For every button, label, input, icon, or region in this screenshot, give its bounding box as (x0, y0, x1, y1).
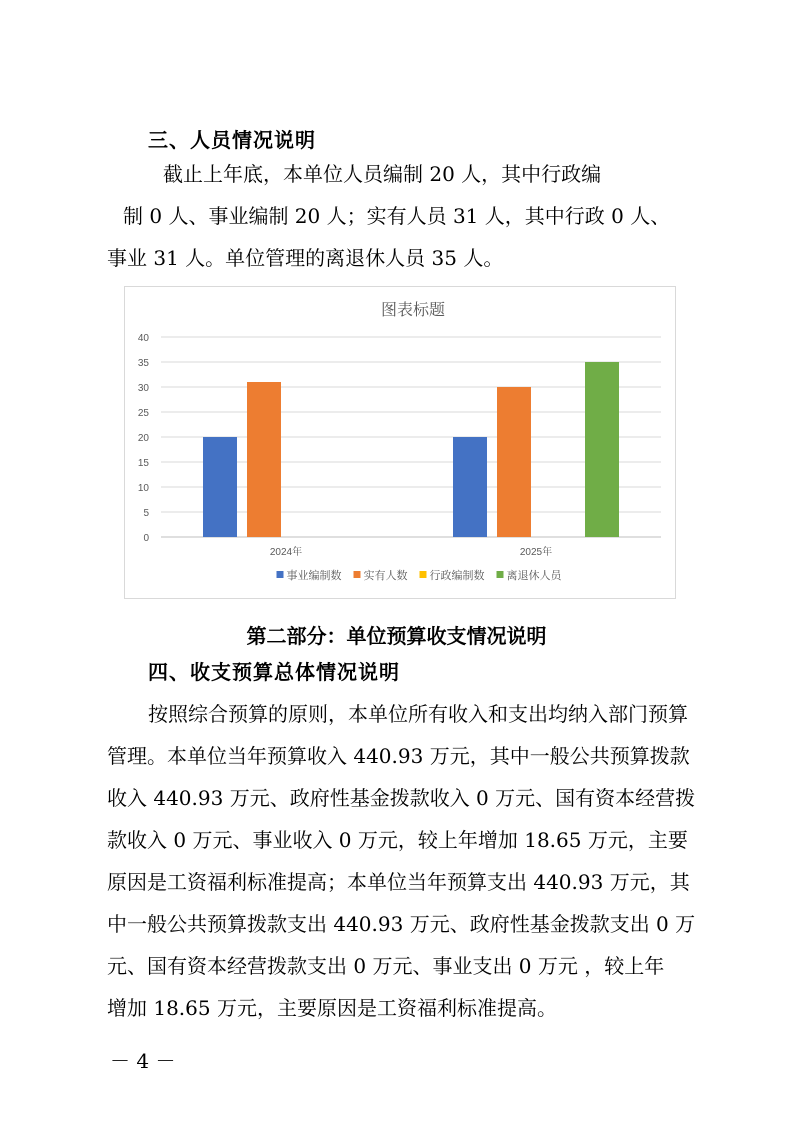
bar-实有人数-2024年 (247, 382, 281, 537)
y-tick-label: 5 (143, 508, 149, 519)
x-tick-label: 2025年 (519, 547, 553, 558)
chart-title: 图表标题 (380, 302, 446, 319)
page-number: － 4 － (110, 1049, 176, 1073)
paragraph-line: 制 0 人、事业编制 20 人；实有人员 31 人，其中行政 0 人、 (123, 204, 671, 228)
legend-swatch (420, 571, 427, 578)
y-tick-label: 0 (143, 533, 149, 544)
bar-事业编制数-2025年 (453, 437, 487, 537)
paragraph-line: 款收入 0 万元、事业收入 0 万元，较上年增加 18.65 万元，主要 (107, 828, 688, 852)
part2-title: 第二部分：单位预算收支情况说明 (246, 624, 547, 648)
legend-swatch (497, 571, 504, 578)
y-tick-label: 40 (137, 333, 149, 344)
y-tick-label: 35 (137, 358, 149, 369)
legend-label: 行政编制数 (429, 570, 485, 582)
paragraph-line: 截止上年底，本单位人员编制 20 人，其中行政编 (163, 162, 602, 186)
bar-离退休人员-2025年 (585, 362, 619, 537)
paragraph-line: 事业 31 人。单位管理的离退休人员 35 人。 (107, 246, 504, 270)
legend-swatch (354, 571, 361, 578)
legend-label: 离退休人员 (506, 570, 562, 582)
paragraph-line: 中一般公共预算拨款支出 440.93 万元、政府性基金拨款支出 0 万 (107, 912, 696, 936)
legend-label: 事业编制数 (286, 570, 342, 582)
y-tick-label: 20 (137, 433, 149, 444)
bar-实有人数-2025年 (497, 387, 531, 537)
legend-label: 实有人数 (363, 570, 408, 582)
bar-chart (125, 287, 675, 598)
legend-swatch (277, 571, 284, 578)
paragraph-line: 按照综合预算的原则，本单位所有收入和支出均纳入部门预算 (148, 702, 688, 726)
y-tick-label: 30 (137, 383, 149, 394)
paragraph-line: 原因是工资福利标准提高；本单位当年预算支出 440.93 万元，其 (107, 870, 690, 894)
section4-heading: 四、收支预算总体情况说明 (148, 660, 400, 684)
staffing-chart (124, 286, 676, 599)
paragraph-line: 增加 18.65 万元，主要原因是工资福利标准提高。 (107, 996, 557, 1020)
bar-事业编制数-2024年 (203, 437, 237, 537)
paragraph-line: 管理。本单位当年预算收入 440.93 万元，其中一般公共预算拨款 (107, 744, 690, 768)
section3-heading: 三、人员情况说明 (148, 128, 316, 152)
y-tick-label: 10 (137, 483, 149, 494)
x-tick-label: 2024年 (269, 547, 303, 558)
y-tick-label: 15 (137, 458, 149, 469)
paragraph-line: 元、国有资本经营拨款支出 0 万元、事业支出 0 万元 ，较上年 (107, 954, 665, 978)
y-tick-label: 25 (137, 408, 149, 419)
paragraph-line: 收入 440.93 万元、政府性基金拨款收入 0 万元、国有资本经营拨 (107, 786, 696, 810)
